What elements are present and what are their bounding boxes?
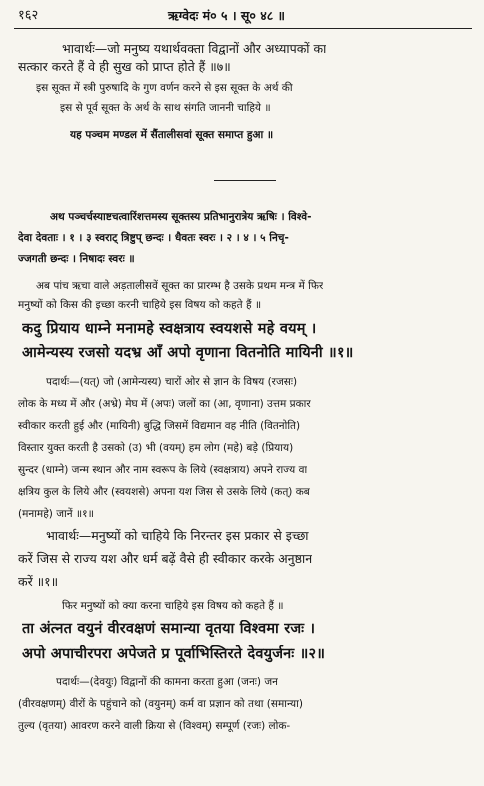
bhavartha-line-2: सत्कार करते हैं वे ही सुख को प्राप्त होते हैं ॥७॥ xyxy=(18,59,231,74)
mantra-2-line-1: ता अंत्नत वयुनं वीरवक्षणं समान्या वृतया विश्वमा रजः । xyxy=(22,621,316,637)
page-number: १६२ xyxy=(18,8,39,23)
bhavartha-1-line-2: करें जिस से राज्य यश और धर्म बढ़ें वैसे ही स्वीकार करके अनुष्ठान xyxy=(18,551,313,566)
intro-2-line: फिर मनुष्यों को क्या करना चाहिये इस विषय को कहते हैं ॥ xyxy=(62,600,284,612)
sukta-summary-line-1: इस सूक्त में स्त्री पुरुषादि के गुण वर्णन करने से इस सूक्त के अर्थ की xyxy=(36,82,293,94)
intro-line-2: मनुष्यों को किस की इच्छा करनी चाहिये इस विषय को कहते हैं ॥ xyxy=(18,299,262,311)
padartha-2-line-1: पदार्थः—(देवयुः) विद्वानों की कामना करता हुआ (जनः) जन xyxy=(56,676,278,688)
sukta-summary-line-2: इस से पूर्व सूक्त के अर्थ के साथ संगति जाननी चाहिये ॥ xyxy=(60,102,271,114)
padartha-1-line-6: क्षत्रिय कुल के लिये और (स्वयशसे) अपना यश जिस से उसके लिये (कत्) कब xyxy=(18,486,310,498)
padartha-1-line-2: लोक के मध्य में और (अभ्रे) मेघ में (अपः) जलों का (आ, वृणाना) उत्तम प्रकार xyxy=(18,398,311,410)
padartha-1-line-4: विस्तार युक्त करती है उसको (उ) भी (वयम्) हम लोग (महे) बड़े (प्रियाय) xyxy=(18,442,294,454)
mantra-2-line-2: अपो अपाचीरपरा अपेजते प्र पूर्वाभिस्तिरते देवयुर्जनः ॥२॥ xyxy=(22,646,326,662)
rishi-line-1: अथ पञ्चर्चस्याष्टचत्वारिंशत्तमस्य सूक्तस्य प्रतिभानुरात्रेय ऋषिः । विश्वे- xyxy=(50,211,312,223)
section-divider xyxy=(214,180,276,181)
padartha-1-line-1: पदार्थः—(यत्) जो (आमेन्यस्य) चारों ओर से ज्ञान के विषय (रजसः) xyxy=(46,376,298,388)
page-header-title: ऋग्वेदः मं० ५ । सू० ४८ ॥ xyxy=(168,8,286,23)
bhavartha-1-line-3: करें ॥१॥ xyxy=(18,574,59,589)
padartha-1-line-5: सुन्दर (धाम्ने) जन्म स्थान और नाम स्वरूप के लिये (स्वक्षत्राय) अपने राज्य वा xyxy=(18,464,308,476)
rishi-line-3: ज्जगती छन्दः । निषादः स्वरः ॥ xyxy=(18,253,135,265)
intro-line-1: अब पांच ऋचा वाले अड़तालीसवें सूक्त का प्रारम्भ है उसके प्रथम मन्त्र में फिर xyxy=(36,280,324,292)
bhavartha-line-1: भावार्थः—जो मनुष्य यथार्थवक्ता विद्वानों और अध्यापकों का xyxy=(62,41,327,56)
padartha-2-line-3: तुल्य (वृतया) आवरण करने वाली क्रिया से (विश्वम्) सम्पूर्ण (रजः) लोक- xyxy=(18,720,291,732)
bhavartha-1-line-1: भावार्थः—मनुष्यों को चाहिये कि निरन्तर इस प्रकार से इच्छा xyxy=(46,528,309,543)
padartha-2-line-2: (वीरवक्षणम्) वीरों के पहुंचाने को (वयुनम्) कर्म वा प्रज्ञान को तथा (समान्या) xyxy=(18,698,303,710)
rishi-line-2: देवा देवताः । १ । ३ स्वराट् त्रिष्टुप् छन्दः । धैवतः स्वरः । २ । ४ । ५ निचृ- xyxy=(18,232,289,244)
sukta-end-note: यह पञ्चम मण्डल में सैंतालीसवां सूक्त समाप्त हुआ ॥ xyxy=(70,129,274,141)
mantra-1-line-1: कदु प्रियाय धाम्ने मनामहे स्वक्षत्राय स्वयशसे महे वयम् । xyxy=(22,321,317,337)
mantra-1-line-2: आमेन्यस्य रजसो यदभ्र आँ अपो वृणाना वितनोति मायिनी ॥१॥ xyxy=(22,345,354,361)
padartha-1-line-7: (मनामहे) जानें ॥१॥ xyxy=(18,508,94,520)
padartha-1-line-3: स्वीकार करती हुई और (मायिनी) बुद्धि जिसमें विद्यमान वह नीति (वितनोति) xyxy=(18,420,301,432)
header-rule xyxy=(14,28,472,29)
